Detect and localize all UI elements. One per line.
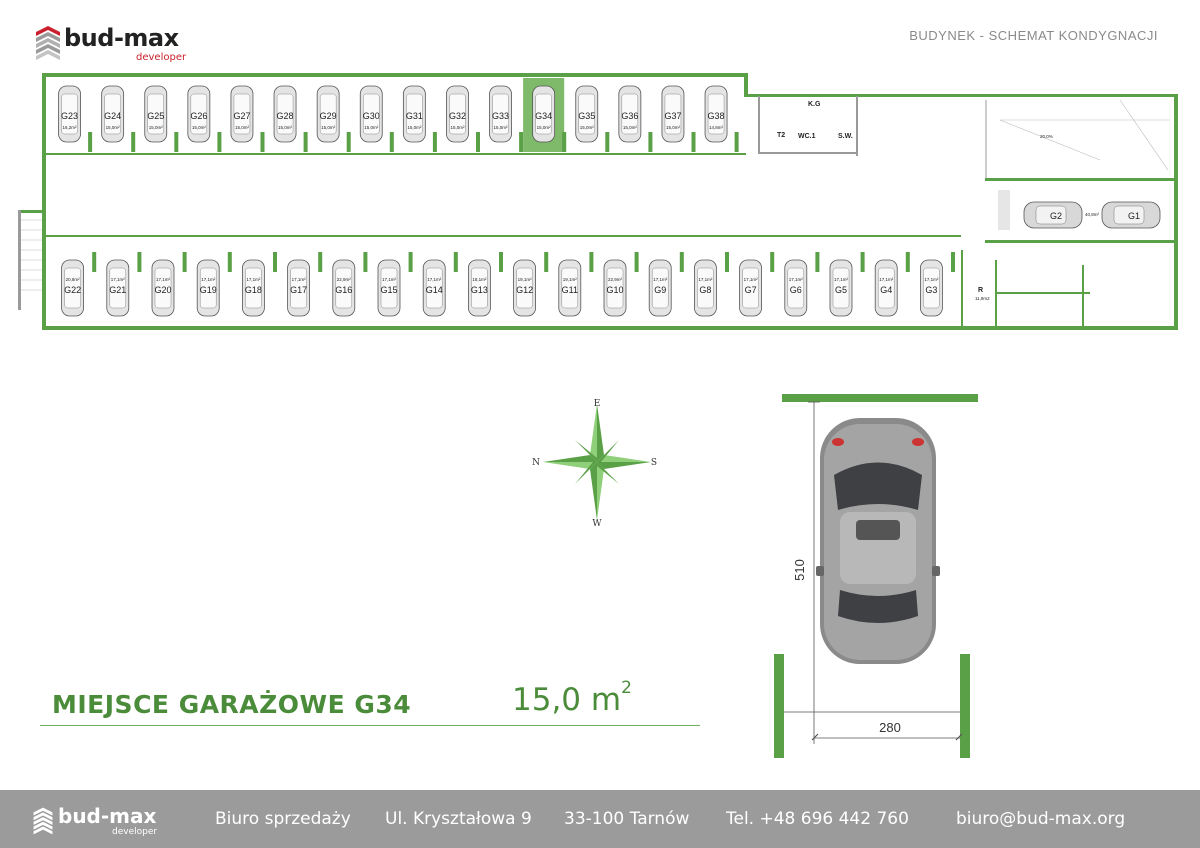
spot-area-label: 15,0m² bbox=[450, 125, 465, 130]
spot-label: G12 bbox=[516, 285, 534, 295]
parking-spot-g23[interactable] bbox=[59, 86, 93, 152]
compass-rose-icon bbox=[522, 392, 672, 532]
spot-label: G24 bbox=[104, 111, 122, 121]
spot-divider bbox=[304, 132, 308, 152]
spot-divider bbox=[88, 132, 92, 152]
spot-divider bbox=[137, 252, 141, 272]
spot-label: G17 bbox=[290, 285, 308, 295]
spot-area-label: 15,0m² bbox=[536, 125, 551, 130]
parking-spot-g10[interactable] bbox=[604, 252, 639, 316]
spot-label: G15 bbox=[380, 285, 398, 295]
spot-divider bbox=[433, 132, 437, 152]
spot-area-label: 14,8m² bbox=[709, 125, 724, 130]
spot-divider bbox=[92, 252, 96, 272]
footer-phone[interactable]: Tel. +48 696 442 760 bbox=[726, 809, 909, 829]
spot-area-label: 20,8m² bbox=[65, 277, 80, 282]
room-r: R bbox=[978, 287, 984, 294]
logo-name: bud-max bbox=[64, 24, 179, 52]
spot-area-label: 17,1m² bbox=[698, 277, 713, 282]
compass-s: S bbox=[650, 458, 658, 468]
spot-area-label: 18,1m² bbox=[472, 277, 487, 282]
spot-area-label: 15,0m² bbox=[665, 125, 680, 130]
spot-label: G5 bbox=[834, 285, 848, 295]
spot-divider bbox=[228, 252, 232, 272]
spot-area-label: 17,1m² bbox=[110, 277, 125, 282]
spot-label: G6 bbox=[789, 285, 802, 295]
spot-divider bbox=[131, 132, 135, 152]
detail-width: 280 bbox=[879, 720, 901, 735]
spot-area-label: 22,9m² bbox=[607, 277, 623, 282]
spot-area-label: 17,1m² bbox=[291, 277, 306, 282]
footer-email[interactable]: biuro@bud-max.org bbox=[956, 809, 1126, 829]
parking-spot-g21[interactable] bbox=[107, 252, 142, 316]
footer-logo bbox=[32, 804, 172, 838]
spot-label: G34 bbox=[535, 111, 553, 121]
double-garage-area: 40,8m² bbox=[1084, 212, 1100, 217]
compass-n: N bbox=[532, 458, 540, 468]
parking-spot-g5[interactable] bbox=[830, 252, 865, 316]
spot-label: G38 bbox=[707, 111, 725, 121]
spot-label: G8 bbox=[699, 285, 712, 295]
spot-divider bbox=[648, 132, 652, 152]
parking-spot-g32[interactable] bbox=[446, 86, 480, 152]
car-top-view-icon bbox=[816, 418, 940, 664]
spot-area-label: 16,2m² bbox=[62, 125, 77, 130]
spot-divider bbox=[635, 252, 639, 272]
spot-area-label: 15,0m² bbox=[407, 125, 422, 130]
spot-detail bbox=[760, 380, 1000, 770]
ramp-slope: 20,0% bbox=[1040, 134, 1053, 139]
spot-area-label: 15,0m² bbox=[622, 125, 637, 130]
spot-label: G33 bbox=[492, 111, 510, 121]
floor-plan bbox=[0, 60, 1200, 350]
spot-divider bbox=[499, 252, 503, 272]
spot-divider bbox=[725, 252, 729, 272]
spot-label: G19 bbox=[199, 285, 217, 295]
parking-spot-g20[interactable] bbox=[152, 252, 187, 316]
spot-label: G29 bbox=[319, 111, 337, 121]
parking-spot-g38[interactable] bbox=[705, 86, 739, 152]
detail-length: 510 bbox=[792, 559, 807, 581]
spot-area-value: 15,0 m bbox=[512, 682, 622, 718]
bottom-row-spots bbox=[62, 252, 955, 316]
spot-divider bbox=[519, 132, 523, 152]
spot-label: G18 bbox=[244, 285, 262, 295]
spot-divider bbox=[770, 252, 774, 272]
spot-area bbox=[512, 678, 632, 718]
spot-divider bbox=[454, 252, 458, 272]
parking-spot-g6[interactable] bbox=[785, 252, 820, 316]
spot-label: G25 bbox=[147, 111, 165, 121]
spot-label: G13 bbox=[470, 285, 488, 295]
compass-w: W bbox=[592, 519, 602, 529]
parking-spot-g8[interactable] bbox=[694, 252, 729, 316]
spot-area-label: 17,1m² bbox=[427, 277, 442, 282]
spot-divider bbox=[318, 252, 322, 272]
footer-logo-subtitle: developer bbox=[112, 827, 158, 837]
footer bbox=[0, 790, 1200, 848]
spot-area-label: 17,1m² bbox=[201, 277, 216, 282]
spot-label: G9 bbox=[654, 285, 667, 295]
building-logo-icon bbox=[34, 24, 62, 62]
double-garage bbox=[1024, 202, 1160, 228]
parking-spot-g22[interactable] bbox=[62, 252, 97, 316]
spot-area-unit-sup: 2 bbox=[621, 678, 632, 698]
title-underline bbox=[40, 725, 700, 726]
room-wc: WC.1 bbox=[798, 133, 816, 140]
spot-divider bbox=[692, 132, 696, 152]
parking-spot-g35[interactable] bbox=[576, 86, 610, 152]
spot-label: G30 bbox=[362, 111, 380, 121]
footer-office: Biuro sprzedaży bbox=[215, 809, 351, 829]
spot-area-label: 22,9m² bbox=[336, 277, 351, 282]
spot-area-label: 15,0m² bbox=[234, 125, 249, 130]
parking-spot-g27[interactable] bbox=[231, 86, 265, 152]
spot-label: G3 bbox=[925, 285, 938, 295]
spot-divider bbox=[735, 132, 739, 152]
spot-area-label: 19,1m² bbox=[517, 277, 532, 282]
parking-spot-g34[interactable] bbox=[523, 78, 566, 152]
room-r-area: 11,9m2 bbox=[975, 296, 990, 301]
spot-area-label: 17,1m² bbox=[879, 277, 894, 282]
spot-label: G20 bbox=[154, 285, 172, 295]
spot-divider bbox=[217, 132, 221, 152]
spot-divider bbox=[605, 132, 609, 152]
spot-label: G10 bbox=[606, 285, 624, 295]
spot-divider bbox=[562, 132, 566, 152]
parking-spot-g3[interactable] bbox=[920, 252, 955, 316]
spot-label: G16 bbox=[335, 285, 353, 295]
spot-divider bbox=[183, 252, 187, 272]
spot-label: G21 bbox=[109, 285, 127, 295]
parking-spot-g15[interactable] bbox=[378, 252, 413, 316]
spot-divider bbox=[261, 132, 265, 152]
spot-label: G31 bbox=[405, 111, 423, 121]
spot-divider bbox=[363, 252, 367, 272]
parking-spot-g36[interactable] bbox=[619, 86, 653, 152]
spot-divider bbox=[589, 252, 593, 272]
parking-spot-g28[interactable] bbox=[274, 86, 308, 152]
spot-label: G32 bbox=[448, 111, 466, 121]
spot-area-label: 15,0m² bbox=[278, 125, 293, 130]
spot-area-label: 15,0m² bbox=[148, 125, 163, 130]
parking-spot-g26[interactable] bbox=[188, 86, 222, 152]
spot-divider bbox=[680, 252, 684, 272]
parking-spot-g9[interactable] bbox=[649, 252, 684, 316]
spot-label-g1: G1 bbox=[1127, 211, 1141, 221]
spot-label: G14 bbox=[425, 285, 443, 295]
spot-area-label: 17,1m² bbox=[788, 277, 803, 282]
parking-spot-g31[interactable] bbox=[403, 86, 437, 152]
footer-logo-name: bud-max bbox=[58, 804, 157, 828]
spot-divider bbox=[815, 252, 819, 272]
spot-area-label: 15,0m² bbox=[493, 125, 508, 130]
spot-label: G37 bbox=[664, 111, 682, 121]
spot-divider bbox=[174, 132, 178, 152]
parking-spot-g29[interactable] bbox=[317, 86, 351, 152]
spot-label: G7 bbox=[744, 285, 757, 295]
room-sw: S.W. bbox=[838, 133, 853, 140]
spot-area-label: 15,0m² bbox=[579, 125, 594, 130]
spot-name: MIEJSCE GARAŻOWE G34 bbox=[52, 690, 412, 719]
parking-spot-g11[interactable] bbox=[559, 252, 594, 316]
footer-street: Ul. Kryształowa 9 bbox=[385, 809, 532, 829]
spot-area-label: 15,0m² bbox=[191, 125, 206, 130]
spot-label: G26 bbox=[190, 111, 208, 121]
spot-area-label: 17,1m² bbox=[653, 277, 668, 282]
parking-spot-g18[interactable] bbox=[242, 252, 277, 316]
spot-area-label: 15,0m² bbox=[105, 125, 120, 130]
spot-area-label: 17,1m² bbox=[833, 277, 849, 282]
spot-label: G35 bbox=[578, 111, 596, 121]
spot-area-label: 15,0m² bbox=[321, 125, 336, 130]
footer-city: 33-100 Tarnów bbox=[564, 809, 690, 829]
parking-spot-g33[interactable] bbox=[490, 86, 524, 152]
parking-spot-g16[interactable] bbox=[333, 252, 368, 316]
spot-label: G36 bbox=[621, 111, 639, 121]
parking-spot-g17[interactable] bbox=[288, 252, 323, 316]
parking-spot-g37[interactable] bbox=[662, 86, 696, 152]
spot-area-label: 17,1m² bbox=[743, 277, 758, 282]
parking-spot-g13[interactable] bbox=[468, 252, 503, 316]
spot-area-label: 17,1m² bbox=[381, 277, 397, 282]
top-row-spots bbox=[59, 78, 739, 152]
room-t2: T2 bbox=[777, 132, 786, 139]
spot-area-label: 15,0m² bbox=[364, 125, 379, 130]
page-title: BUDYNEK - SCHEMAT KONDYGNACJI bbox=[909, 28, 1158, 43]
spot-divider bbox=[390, 132, 394, 152]
spot-divider bbox=[861, 252, 865, 272]
spot-divider bbox=[906, 252, 910, 272]
compass-e: E bbox=[593, 399, 601, 409]
spot-area-label: 17,1m² bbox=[155, 277, 171, 282]
spot-divider bbox=[951, 252, 955, 272]
spot-label: G11 bbox=[561, 285, 578, 295]
spot-area-label: 17,1m² bbox=[246, 277, 261, 282]
spot-label: G23 bbox=[61, 111, 79, 121]
parking-spot-g24[interactable] bbox=[102, 86, 136, 152]
spot-divider bbox=[544, 252, 548, 272]
spot-divider bbox=[273, 252, 277, 272]
spot-title bbox=[40, 680, 700, 728]
spot-label-g2: G2 bbox=[1049, 211, 1063, 221]
parking-spot-g25[interactable] bbox=[145, 86, 179, 152]
spot-divider bbox=[347, 132, 351, 152]
parking-spot-g30[interactable] bbox=[360, 86, 394, 152]
spot-divider bbox=[476, 132, 480, 152]
parking-spot-g7[interactable] bbox=[740, 252, 775, 316]
spot-label: G28 bbox=[276, 111, 294, 121]
footer-building-icon bbox=[32, 806, 54, 836]
spot-area-label: 19,1m² bbox=[562, 277, 577, 282]
parking-spot-g14[interactable] bbox=[423, 252, 458, 316]
parking-spot-g12[interactable] bbox=[514, 252, 549, 316]
parking-spot-g19[interactable] bbox=[197, 252, 232, 316]
room-kg: K.G bbox=[808, 101, 821, 108]
spot-label: G22 bbox=[64, 285, 82, 295]
parking-spot-g4[interactable] bbox=[875, 252, 910, 316]
spot-divider bbox=[409, 252, 413, 272]
spot-label: G4 bbox=[880, 285, 893, 295]
logo-subtitle: developer bbox=[136, 52, 187, 63]
spot-label: G27 bbox=[233, 111, 251, 121]
spot-area-label: 17,1m² bbox=[924, 277, 939, 282]
